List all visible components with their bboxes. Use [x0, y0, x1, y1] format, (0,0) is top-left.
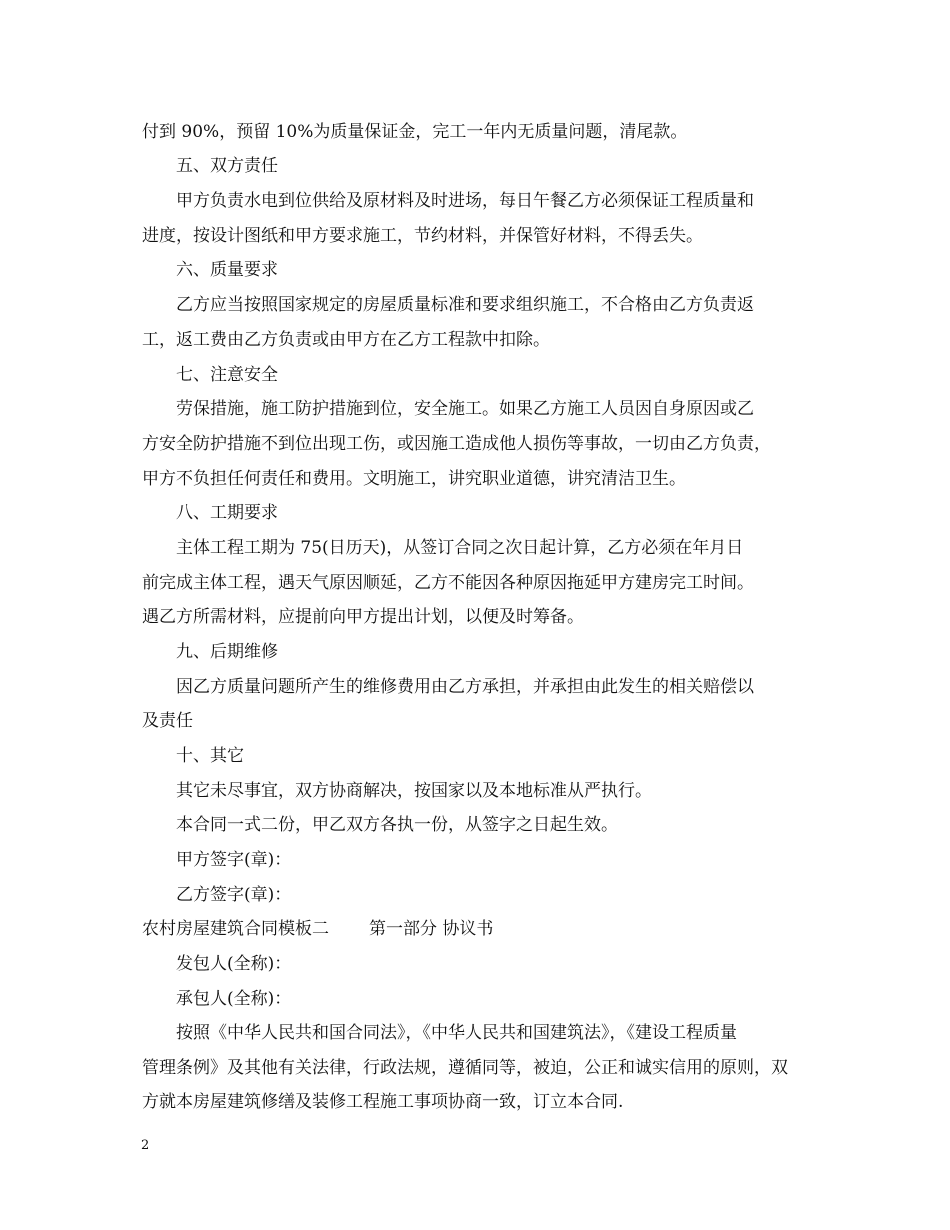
section-heading: 七、注意安全 [176, 365, 278, 385]
body-line: 乙方应当按照国家规定的房屋质量标准和要求组织施工，不合格由乙方负责返 [176, 295, 754, 315]
body-line: 前完成主体工程，遇天气原因顺延，乙方不能因各种原因拖延甲方建房完工时间。 [142, 573, 754, 593]
page-number: 2 [141, 1138, 150, 1153]
template-title: 农村房屋建筑合同模板二 [142, 919, 329, 939]
party-line: 发包人(全称)： [176, 954, 292, 974]
body-line: 主体工程工期为 75(日历天)，从签订合同之次日起计算，乙方必须在年月日 [176, 538, 744, 558]
section-heading: 十、其它 [176, 746, 244, 766]
body-line: 付到 90%，预留 10%为质量保证金，完工一年内无质量问题，清尾款。 [142, 122, 688, 142]
body-line: 进度，按设计图纸和甲方要求施工，节约材料，并保管好材料，不得丢失。 [142, 226, 703, 246]
section-heading: 六、质量要求 [176, 260, 278, 280]
party-line: 承包人(全称)： [176, 989, 292, 1009]
template-title-line [142, 918, 493, 940]
signature-line: 乙方签字(章)： [176, 885, 292, 905]
part-title: 第一部分 协议书 [369, 919, 494, 939]
body-line: 方就本房屋建筑修缮及装修工程施工事项协商一致，订立本合同. [142, 1092, 624, 1112]
body-line: 方安全防护措施不到位出现工伤，或因施工造成他人损伤等事故，一切由乙方负责， [142, 434, 771, 454]
body-line: 及责任 [142, 711, 193, 731]
body-line: 本合同一式二份，甲乙双方各执一份，从签字之日起生效。 [176, 815, 618, 835]
section-heading: 八、工期要求 [176, 503, 278, 523]
body-line: 因乙方质量问题所产生的维修费用由乙方承担，并承担由此发生的相关赔偿以 [176, 677, 754, 697]
body-line: 工，返工费由乙方负责或由甲方在乙方工程款中扣除。 [142, 330, 550, 350]
body-line: 按照《中华人民共和国合同法》，《中华人民共和国建筑法》，《建设工程质量 [176, 1023, 737, 1043]
body-line: 甲方负责水电到位供给及原材料及时进场，每日午餐乙方必须保证工程质量和 [176, 191, 754, 211]
signature-line: 甲方签字(章)： [176, 850, 292, 870]
section-heading: 五、双方责任 [176, 156, 278, 176]
body-line: 管理条例》及其他有关法律，行政法规，遵循同等，被迫，公正和诚实信用的原则，双 [142, 1058, 788, 1078]
body-line: 劳保措施，施工防护措施到位，安全施工。如果乙方施工人员因自身原因或乙 [176, 399, 754, 419]
body-line: 遇乙方所需材料，应提前向甲方提出计划，以便及时筹备。 [142, 607, 584, 627]
section-heading: 九、后期维修 [176, 642, 278, 662]
body-line: 其它未尽事宜，双方协商解决，按国家以及本地标准从严执行。 [176, 781, 652, 801]
body-line: 甲方不负担任何责任和费用。文明施工，讲究职业道德，讲究清洁卫生。 [142, 469, 686, 489]
